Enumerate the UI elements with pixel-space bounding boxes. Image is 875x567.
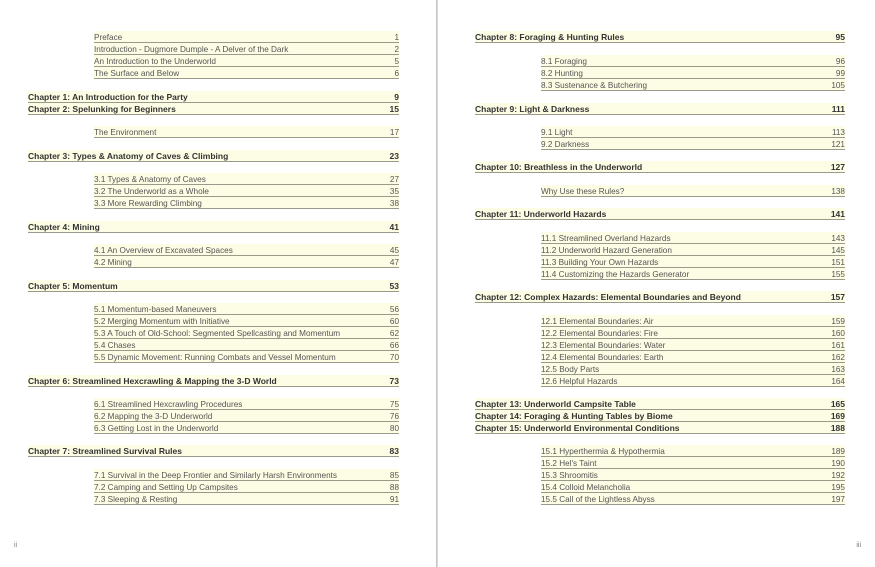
toc-entry-page-number: 164 xyxy=(831,377,845,386)
left-page-folio: ii xyxy=(14,542,18,549)
toc-entry-title: Chapter 1: An Introduction for the Party xyxy=(28,92,188,102)
toc-entry-title: Chapter 5: Momentum xyxy=(28,281,118,291)
toc-section-entry[interactable] xyxy=(541,79,845,91)
toc-entry-title: Introduction - Dugmore Dumple - A Delver of the Dark xyxy=(94,45,289,54)
toc-entry-page-number: 188 xyxy=(830,423,845,433)
toc-entry-page-number: 189 xyxy=(831,447,845,456)
toc-entry-page-number: 151 xyxy=(831,258,845,267)
toc-entry-title: Chapter 8: Foraging & Hunting Rules xyxy=(475,32,625,42)
toc-entry-title: 15.4 Colloid Melancholia xyxy=(541,483,631,492)
toc-entry-title: Chapter 10: Breathless in the Underworld xyxy=(475,162,643,172)
toc-entry-page-number: 53 xyxy=(389,281,399,291)
toc-entry-page-number: 95 xyxy=(835,32,845,42)
toc-section-entry[interactable] xyxy=(94,256,399,268)
toc-entry-title: 11.3 Building Your Own Hazards xyxy=(541,258,659,267)
toc-chapter-entry[interactable] xyxy=(475,291,845,303)
toc-section-entry[interactable] xyxy=(94,31,399,43)
toc-entry-page-number: 5 xyxy=(394,57,399,66)
toc-entry-page-number: 99 xyxy=(835,69,845,78)
toc-section-entry[interactable] xyxy=(541,185,845,197)
toc-entry-title: Chapter 2: Spelunking for Beginners xyxy=(28,104,176,114)
toc-entry-page-number: 91 xyxy=(389,495,399,504)
toc-entry-title: Chapter 13: Underworld Campsite Table xyxy=(475,399,636,409)
toc-entry-page-number: 17 xyxy=(389,128,399,137)
toc-section-entry[interactable] xyxy=(541,315,845,327)
toc-entry-title: 8.1 Foraging xyxy=(541,57,587,66)
toc-entry-page-number: 35 xyxy=(389,187,399,196)
toc-section-entry[interactable] xyxy=(541,493,845,505)
toc-entry-title: Chapter 12: Complex Hazards: Elemental Boundaries and Beyond xyxy=(475,292,741,302)
toc-entry-page-number: 41 xyxy=(389,222,399,232)
toc-entry-title: 12.4 Elemental Boundaries: Earth xyxy=(541,353,664,362)
toc-entry-page-number: 162 xyxy=(831,353,845,362)
toc-entry-page-number: 76 xyxy=(389,412,399,421)
toc-section-entry[interactable] xyxy=(94,173,399,185)
toc-entry-title: 5.5 Dynamic Movement: Running Combats and Vessel Momentum xyxy=(94,353,336,362)
toc-entry-page-number: 1 xyxy=(394,33,399,42)
toc-entry-title: 12.2 Elemental Boundaries: Fire xyxy=(541,329,658,338)
toc-entry-title: 3.1 Types & Anatomy of Caves xyxy=(94,175,206,184)
toc-entry-title: An Introduction to the Underworld xyxy=(94,57,216,66)
toc-entry-page-number: 195 xyxy=(831,483,845,492)
toc-entry-title: 5.4 Chases xyxy=(94,341,136,350)
toc-section-entry[interactable] xyxy=(94,493,399,505)
toc-entry-page-number: 169 xyxy=(830,411,845,421)
toc-entry-page-number: 145 xyxy=(831,246,845,255)
toc-section-entry[interactable] xyxy=(94,126,399,138)
toc-entry-title: 11.1 Streamlined Overland Hazards xyxy=(541,234,671,243)
toc-entry-page-number: 105 xyxy=(831,81,845,90)
toc-section-entry[interactable] xyxy=(541,339,845,351)
toc-section-entry[interactable] xyxy=(541,268,845,280)
toc-entry-page-number: 190 xyxy=(831,459,845,468)
toc-chapter-entry[interactable] xyxy=(28,221,399,233)
toc-entry-title: 11.4 Customizing the Hazards Generator xyxy=(541,270,690,279)
toc-entry-page-number: 85 xyxy=(389,471,399,480)
toc-entry-page-number: 27 xyxy=(389,175,399,184)
toc-section-entry[interactable] xyxy=(94,185,399,197)
toc-entry-title: 12.3 Elemental Boundaries: Water xyxy=(541,341,666,350)
toc-section-entry[interactable] xyxy=(541,363,845,375)
toc-chapter-entry[interactable] xyxy=(475,31,845,43)
toc-section-entry[interactable] xyxy=(541,327,845,339)
toc-entry-page-number: 88 xyxy=(389,483,399,492)
toc-entry-page-number: 161 xyxy=(831,341,845,350)
toc-section-entry[interactable] xyxy=(541,232,845,244)
toc-entry-page-number: 121 xyxy=(831,140,845,149)
toc-chapter-entry[interactable] xyxy=(28,103,399,115)
toc-entry-page-number: 83 xyxy=(389,446,399,456)
toc-entry-title: Why Use these Rules? xyxy=(541,187,625,196)
toc-chapter-entry[interactable] xyxy=(475,161,845,173)
toc-entry-page-number: 73 xyxy=(389,376,399,386)
toc-entry-title: 15.2 Hel's Taint xyxy=(541,459,597,468)
toc-entry-page-number: 70 xyxy=(389,353,399,362)
toc-entry-page-number: 157 xyxy=(830,292,845,302)
toc-section-entry[interactable] xyxy=(94,67,399,79)
toc-entry-page-number: 138 xyxy=(831,187,845,196)
toc-section-entry[interactable] xyxy=(541,138,845,150)
toc-entry-title: 15.1 Hyperthermia & Hypothermia xyxy=(541,447,665,456)
toc-entry-title: 5.3 A Touch of Old-School: Segmented Spellcasting and Momentum xyxy=(94,329,341,338)
toc-section-entry[interactable] xyxy=(94,351,399,363)
toc-entry-page-number: 80 xyxy=(389,424,399,433)
toc-entry-title: Chapter 4: Mining xyxy=(28,222,100,232)
toc-section-entry[interactable] xyxy=(541,67,845,79)
toc-chapter-entry[interactable] xyxy=(28,445,399,457)
toc-entry-title: The Surface and Below xyxy=(94,69,180,78)
toc-entry-page-number: 163 xyxy=(831,365,845,374)
toc-entry-page-number: 141 xyxy=(830,209,845,219)
toc-entry-title: 5.2 Merging Momentum with Initiative xyxy=(94,317,230,326)
toc-section-entry[interactable] xyxy=(94,197,399,209)
toc-entry-page-number: 9 xyxy=(394,92,399,102)
toc-entry-title: 4.1 An Overview of Excavated Spaces xyxy=(94,246,233,255)
toc-entry-page-number: 56 xyxy=(389,305,399,314)
right-page-folio: iii xyxy=(856,542,861,549)
toc-section-entry[interactable] xyxy=(541,256,845,268)
toc-entry-title: 6.2 Mapping the 3-D Underworld xyxy=(94,412,213,421)
toc-entry-title: Preface xyxy=(94,33,123,42)
toc-entry-page-number: 2 xyxy=(394,45,399,54)
toc-entry-page-number: 160 xyxy=(831,329,845,338)
toc-chapter-entry[interactable] xyxy=(475,410,845,422)
right-page xyxy=(438,0,875,567)
toc-entry-title: Chapter 7: Streamlined Survival Rules xyxy=(28,446,182,456)
toc-chapter-entry[interactable] xyxy=(475,422,845,434)
toc-entry-title: 7.1 Survival in the Deep Frontier and Similarly Harsh Environments xyxy=(94,471,337,480)
toc-section-entry[interactable] xyxy=(94,422,399,434)
toc-entry-title: 11.2 Underworld Hazard Generation xyxy=(541,246,672,255)
toc-section-entry[interactable] xyxy=(94,398,399,410)
toc-entry-title: 15.3 Shroomitis xyxy=(541,471,598,480)
toc-entry-page-number: 159 xyxy=(831,317,845,326)
toc-entry-page-number: 45 xyxy=(389,246,399,255)
toc-entry-page-number: 143 xyxy=(831,234,845,243)
toc-entry-title: 9.1 Light xyxy=(541,128,573,137)
toc-entry-page-number: 66 xyxy=(389,341,399,350)
toc-entry-title: 6.3 Getting Lost in the Underworld xyxy=(94,424,219,433)
toc-section-entry[interactable] xyxy=(94,339,399,351)
toc-entry-page-number: 155 xyxy=(831,270,845,279)
toc-entry-page-number: 127 xyxy=(830,162,845,172)
toc-chapter-entry[interactable] xyxy=(475,103,845,115)
toc-entry-title: Chapter 9: Light & Darkness xyxy=(475,104,590,114)
toc-entry-page-number: 75 xyxy=(389,400,399,409)
toc-entry-page-number: 96 xyxy=(835,57,845,66)
toc-entry-title: Chapter 14: Foraging & Hunting Tables by Biome xyxy=(475,411,673,421)
toc-section-entry[interactable] xyxy=(541,375,845,387)
toc-entry-title: 12.1 Elemental Boundaries: Air xyxy=(541,317,654,326)
toc-chapter-entry[interactable] xyxy=(28,150,399,162)
toc-section-entry[interactable] xyxy=(94,469,399,481)
toc-entry-page-number: 111 xyxy=(831,104,845,114)
toc-entry-title: 3.3 More Rewarding Climbing xyxy=(94,199,202,208)
toc-section-entry[interactable] xyxy=(541,481,845,493)
toc-chapter-entry[interactable] xyxy=(475,398,845,410)
toc-entry-title: Chapter 6: Streamlined Hexcrawling & Mapping the 3-D World xyxy=(28,376,277,386)
toc-section-entry[interactable] xyxy=(94,327,399,339)
toc-entry-page-number: 62 xyxy=(389,329,399,338)
toc-entry-page-number: 47 xyxy=(389,258,399,267)
toc-section-entry[interactable] xyxy=(541,469,845,481)
toc-entry-page-number: 38 xyxy=(389,199,399,208)
toc-entry-title: The Environment xyxy=(94,128,157,137)
toc-section-entry[interactable] xyxy=(94,481,399,493)
toc-entry-title: 3.2 The Underworld as a Whole xyxy=(94,187,209,196)
toc-entry-page-number: 60 xyxy=(389,317,399,326)
toc-section-entry[interactable] xyxy=(541,445,845,457)
toc-entry-page-number: 197 xyxy=(831,495,845,504)
toc-entry-title: 8.2 Hunting xyxy=(541,69,583,78)
toc-section-entry[interactable] xyxy=(541,55,845,67)
toc-entry-page-number: 165 xyxy=(830,399,845,409)
toc-entry-title: 4.2 Mining xyxy=(94,258,132,267)
toc-entry-title: 12.5 Body Parts xyxy=(541,365,600,374)
toc-entry-title: 8.3 Sustenance & Butchering xyxy=(541,81,648,90)
toc-section-entry[interactable] xyxy=(541,126,845,138)
toc-entry-title: 7.2 Camping and Setting Up Campsites xyxy=(94,483,238,492)
toc-entry-title: 7.3 Sleeping & Resting xyxy=(94,495,178,504)
toc-entry-page-number: 192 xyxy=(831,471,845,480)
toc-entry-title: 12.6 Helpful Hazards xyxy=(541,377,618,386)
toc-chapter-entry[interactable] xyxy=(475,208,845,220)
left-page xyxy=(0,0,436,567)
toc-section-entry[interactable] xyxy=(541,457,845,469)
toc-entry-title: 9.2 Darkness xyxy=(541,140,590,149)
toc-section-entry[interactable] xyxy=(94,55,399,67)
toc-entry-page-number: 15 xyxy=(389,104,399,114)
toc-section-entry[interactable] xyxy=(94,410,399,422)
toc-entry-title: 6.1 Streamlined Hexcrawling Procedures xyxy=(94,400,243,409)
toc-entry-title: Chapter 3: Types & Anatomy of Caves & Climbing xyxy=(28,151,229,161)
toc-entry-page-number: 6 xyxy=(394,69,399,78)
toc-section-entry[interactable] xyxy=(94,43,399,55)
toc-entry-title: 5.1 Momentum-based Maneuvers xyxy=(94,305,217,314)
toc-entry-title: Chapter 11: Underworld Hazards xyxy=(475,209,607,219)
toc-entry-page-number: 23 xyxy=(389,151,399,161)
toc-section-entry[interactable] xyxy=(94,315,399,327)
toc-section-entry[interactable] xyxy=(94,303,399,315)
toc-section-entry[interactable] xyxy=(541,244,845,256)
toc-entry-page-number: 113 xyxy=(831,128,845,137)
toc-entry-title: 15.5 Call of the Lightless Abyss xyxy=(541,495,655,504)
toc-chapter-entry[interactable] xyxy=(28,280,399,292)
toc-chapter-entry[interactable] xyxy=(28,91,399,103)
toc-entry-title: Chapter 15: Underworld Environmental Conditions xyxy=(475,423,680,433)
toc-chapter-entry[interactable] xyxy=(28,375,399,387)
toc-section-entry[interactable] xyxy=(94,244,399,256)
toc-section-entry[interactable] xyxy=(541,351,845,363)
